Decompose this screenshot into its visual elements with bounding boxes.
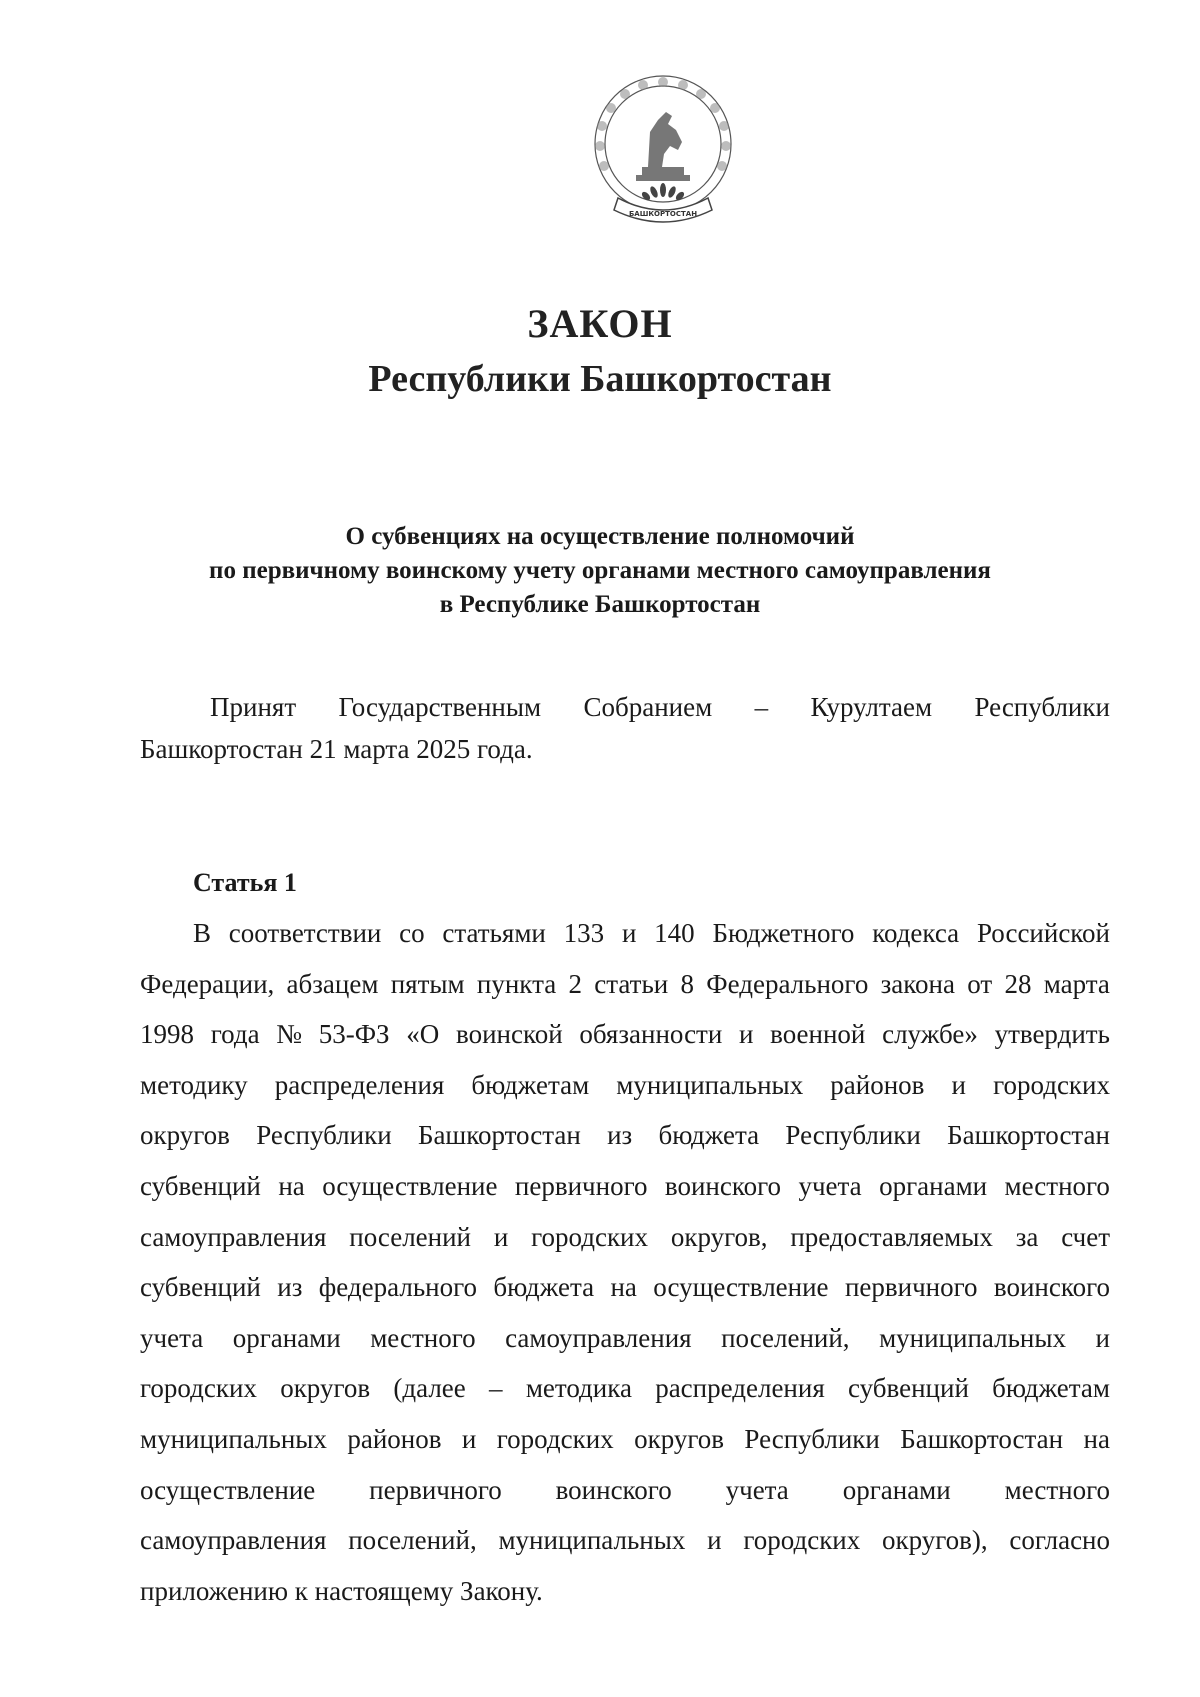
word: учета bbox=[140, 1322, 204, 1353]
word: В bbox=[193, 918, 212, 948]
word: службе» bbox=[882, 1019, 978, 1050]
word: Бюджетного bbox=[712, 918, 855, 948]
word: «О bbox=[406, 1019, 440, 1050]
word: Башкортостан bbox=[417, 1120, 581, 1151]
word: поселений bbox=[349, 1221, 472, 1252]
word: предоставляемых bbox=[790, 1221, 993, 1252]
word: органами bbox=[879, 1170, 988, 1201]
word: местного bbox=[370, 1322, 476, 1353]
word: осуществление bbox=[140, 1474, 316, 1505]
word: самоуправления bbox=[140, 1221, 327, 1252]
word: самоуправления bbox=[505, 1322, 692, 1353]
law-subtitle-republic: Республики Башкортостан bbox=[368, 358, 832, 400]
word: и bbox=[493, 1221, 509, 1252]
article-heading: Статья 1 bbox=[193, 868, 297, 897]
word: Республики bbox=[785, 1120, 921, 1151]
word: первичного bbox=[844, 1272, 978, 1303]
word: согласно bbox=[1009, 1525, 1110, 1556]
word: и bbox=[1095, 1322, 1110, 1353]
word: местного bbox=[1004, 1474, 1110, 1505]
emblem-inscription: БАШКОРТОСТАН bbox=[628, 210, 698, 218]
word: на bbox=[1083, 1423, 1110, 1454]
word: субвенций bbox=[140, 1170, 261, 1201]
subject-line: в Республике Башкортостан bbox=[439, 591, 761, 618]
word: на bbox=[278, 1170, 305, 1201]
word: Республики bbox=[974, 692, 1110, 722]
word: статьи bbox=[594, 968, 669, 999]
word: субвенций bbox=[848, 1373, 969, 1404]
word: осуществление bbox=[322, 1170, 498, 1201]
word: 8 bbox=[680, 968, 694, 999]
subject-line: по первичному воинскому учету органами местного самоуправления bbox=[209, 557, 991, 584]
law-subject bbox=[0, 520, 1200, 622]
word: округов bbox=[634, 1423, 724, 1454]
word: первичного bbox=[369, 1474, 502, 1505]
word: статьями bbox=[442, 918, 546, 948]
word: бюджетам bbox=[471, 1069, 590, 1100]
word: 28 bbox=[1004, 968, 1032, 999]
word: муниципальных bbox=[140, 1423, 327, 1454]
word: Курултаем bbox=[810, 692, 933, 722]
word: – bbox=[754, 692, 769, 722]
word: округов), bbox=[882, 1525, 988, 1556]
word: 53-ФЗ bbox=[318, 1019, 390, 1050]
word: и bbox=[707, 1525, 722, 1556]
word: бюджетам bbox=[992, 1373, 1110, 1404]
word: Собранием bbox=[583, 692, 713, 722]
word: Республики bbox=[744, 1423, 880, 1454]
article-line bbox=[140, 1313, 1110, 1364]
article-line bbox=[140, 1515, 1110, 1566]
word: воинского bbox=[993, 1272, 1110, 1303]
word: обязанности bbox=[579, 1019, 723, 1050]
word: и bbox=[461, 1423, 477, 1454]
emblem-graphic bbox=[578, 72, 748, 232]
article-line bbox=[140, 1262, 1110, 1313]
article-line bbox=[140, 1414, 1110, 1465]
word: Башкортостан bbox=[947, 1120, 1110, 1151]
word: пункта bbox=[476, 968, 557, 999]
word: воинской bbox=[456, 1019, 563, 1050]
law-title: ЗАКОН bbox=[527, 301, 673, 346]
word: (далее bbox=[393, 1373, 466, 1404]
word: Башкортостан bbox=[900, 1423, 1064, 1454]
word: самоуправления bbox=[140, 1525, 327, 1556]
word: районов bbox=[830, 1069, 925, 1100]
article-line bbox=[140, 1212, 1110, 1263]
word: Принят bbox=[210, 692, 297, 722]
word: федерального bbox=[318, 1272, 477, 1303]
coat-of-arms-icon bbox=[578, 72, 748, 232]
word: городских bbox=[993, 1069, 1110, 1100]
word: бюджета bbox=[493, 1272, 595, 1303]
article-line bbox=[140, 1009, 1110, 1060]
word: на bbox=[610, 1272, 637, 1303]
word: утвердить bbox=[994, 1019, 1110, 1050]
word: городских bbox=[140, 1373, 257, 1404]
word: № bbox=[276, 1019, 303, 1050]
word: пятым bbox=[390, 968, 465, 999]
word: округов bbox=[140, 1120, 230, 1151]
word: округов, bbox=[670, 1221, 768, 1252]
article-line-last: приложению к настоящему Закону. bbox=[140, 1575, 543, 1606]
word: 133 bbox=[563, 918, 605, 948]
adoption-line bbox=[140, 686, 1110, 728]
adoption-line: Башкортостан 21 марта 2025 года. bbox=[140, 734, 533, 764]
word: методика bbox=[525, 1373, 632, 1404]
word: воинского bbox=[664, 1170, 782, 1201]
word: муниципальных bbox=[498, 1525, 686, 1556]
article-line bbox=[140, 1110, 1110, 1161]
word: 1998 bbox=[140, 1019, 194, 1050]
word: Республики bbox=[256, 1120, 392, 1151]
word: распределения bbox=[274, 1069, 445, 1100]
word: 140 bbox=[654, 918, 695, 948]
article-line bbox=[140, 1465, 1110, 1516]
word: методику bbox=[140, 1069, 248, 1100]
word: от bbox=[967, 968, 993, 999]
article-line bbox=[140, 908, 1110, 959]
word: городских bbox=[531, 1221, 649, 1252]
article-line bbox=[140, 1161, 1110, 1212]
article-body bbox=[140, 908, 1110, 1616]
word: Государственным bbox=[338, 692, 542, 722]
word: и bbox=[621, 918, 637, 948]
word: поселений, bbox=[721, 1322, 850, 1353]
word: местного bbox=[1004, 1170, 1110, 1201]
word: округов bbox=[280, 1373, 371, 1404]
word: 2 bbox=[568, 968, 582, 999]
article-line bbox=[140, 959, 1110, 1010]
word: распределения bbox=[655, 1373, 825, 1404]
word: бюджета bbox=[658, 1120, 760, 1151]
word: районов bbox=[347, 1423, 442, 1454]
word: и bbox=[739, 1019, 754, 1050]
word: соответствии bbox=[228, 918, 382, 948]
word: учета bbox=[725, 1474, 789, 1505]
word: за bbox=[1015, 1221, 1039, 1252]
word: первичного bbox=[514, 1170, 648, 1201]
word: кодекса bbox=[872, 918, 960, 948]
word: Федерального bbox=[706, 968, 869, 999]
word: учета bbox=[798, 1170, 862, 1201]
word: – bbox=[489, 1373, 503, 1404]
word: воинского bbox=[555, 1474, 672, 1505]
word: субвенций bbox=[140, 1272, 261, 1303]
word: органами bbox=[232, 1322, 341, 1353]
word: года bbox=[210, 1019, 260, 1050]
article-line bbox=[140, 1363, 1110, 1414]
adoption-statement bbox=[140, 686, 1110, 770]
article-line bbox=[140, 1060, 1110, 1111]
word: военной bbox=[770, 1019, 866, 1050]
word: закона bbox=[880, 968, 955, 999]
word: поселений, bbox=[348, 1525, 477, 1556]
word: осуществление bbox=[653, 1272, 829, 1303]
subject-line: О субвенциях на осуществление полномочий bbox=[345, 523, 855, 550]
word: органами bbox=[842, 1474, 951, 1505]
word: городских bbox=[743, 1525, 861, 1556]
word: из bbox=[277, 1272, 303, 1303]
word: абзацем bbox=[286, 968, 379, 999]
word: городских bbox=[496, 1423, 614, 1454]
word: и bbox=[951, 1069, 966, 1100]
word: муниципальных bbox=[879, 1322, 1066, 1353]
word: муниципальных bbox=[616, 1069, 804, 1100]
word: Российской bbox=[976, 918, 1110, 948]
word: со bbox=[399, 918, 425, 948]
word: счет bbox=[1061, 1221, 1110, 1252]
word: марта bbox=[1043, 968, 1110, 999]
word: из bbox=[607, 1120, 633, 1151]
word: Федерации, bbox=[140, 968, 275, 999]
